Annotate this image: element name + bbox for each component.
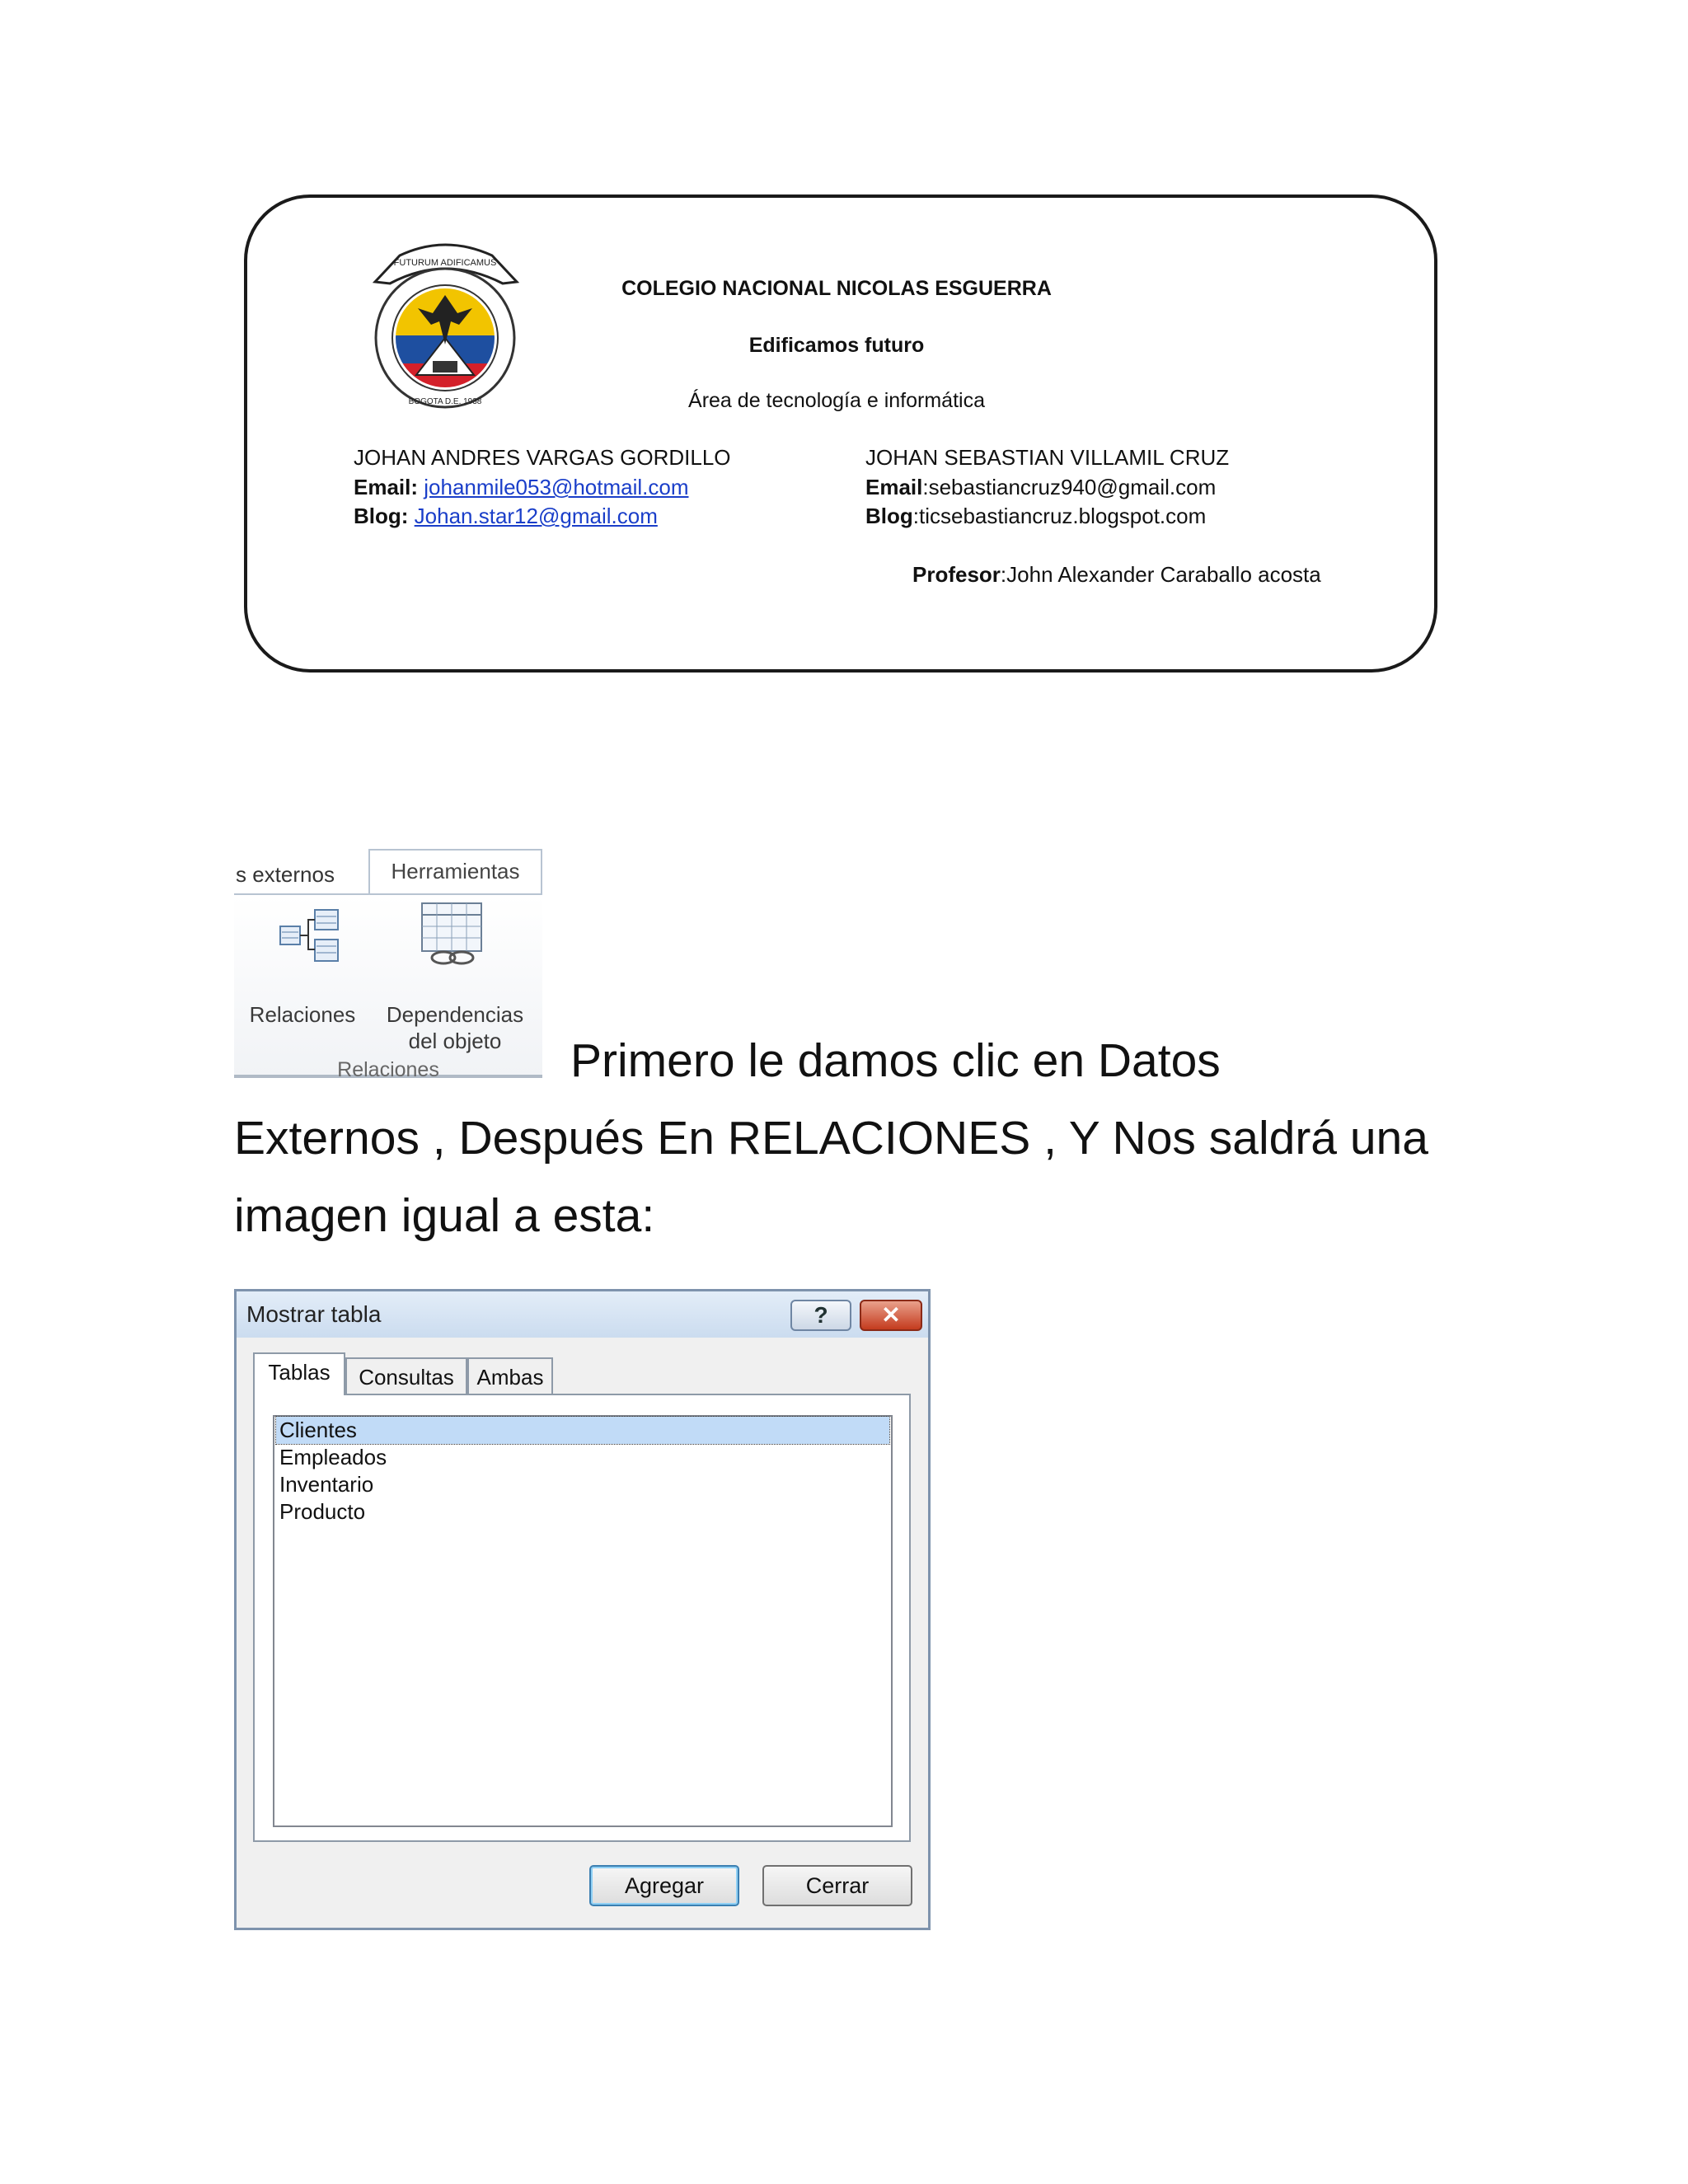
dependencias-button[interactable] xyxy=(371,895,539,1057)
relationships-icon xyxy=(277,907,343,966)
school-name: COLEGIO NACIONAL NICOLAS ESGUERRA xyxy=(621,277,1052,300)
help-icon: ? xyxy=(814,1302,828,1328)
teacher-name: :John Alexander Caraballo acosta xyxy=(1000,562,1321,587)
agregar-button[interactable]: Agregar xyxy=(589,1865,739,1906)
ribbon-body xyxy=(234,893,542,1081)
relaciones-label: Relaciones xyxy=(249,1002,356,1027)
school-logo xyxy=(367,239,523,412)
paragraph-line-1: Primero le damos clic en Datos xyxy=(570,1034,1221,1087)
student2-blog: :ticsebastiancruz.blogspot.com xyxy=(912,504,1207,528)
paragraph-line-2: Externos , Después En RELACIONES , Y Nos saldrá una xyxy=(234,1112,1428,1165)
list-item[interactable]: Empleados xyxy=(279,1445,387,1469)
close-icon: ✕ xyxy=(881,1302,901,1328)
ribbon-snippet xyxy=(234,849,542,1081)
student2-email-label: Email xyxy=(865,475,923,499)
tab-ambas[interactable]: Ambas xyxy=(467,1357,553,1395)
list-item[interactable]: Clientes xyxy=(276,1417,889,1444)
dialog-title[interactable]: Mostrar tabla xyxy=(237,1291,928,1338)
object-dependencies-icon xyxy=(419,900,488,969)
logo-banner-text: FUTURUM ADIFICAMUS xyxy=(393,258,497,268)
teacher-row xyxy=(912,562,1321,588)
student2-name: JOHAN SEBASTIAN VILLAMIL CRUZ xyxy=(865,445,1230,470)
student2-blog-row xyxy=(865,504,1206,529)
relaciones-button[interactable] xyxy=(241,895,364,1047)
ribbon-group-relaciones: Relaciones xyxy=(337,1058,439,1081)
list-item[interactable]: Producto xyxy=(279,1499,366,1524)
student1-blog-row xyxy=(354,504,658,529)
tab-datos-externos[interactable]: s externos xyxy=(236,862,335,887)
tab-herramientas[interactable]: Herramientas xyxy=(368,849,542,895)
tab-panel-tablas xyxy=(253,1394,911,1842)
student2-email-row xyxy=(865,475,1216,500)
school-motto: Edificamos futuro xyxy=(748,334,925,357)
student2-blog-label: Blog xyxy=(865,504,913,528)
student1-name: JOHAN ANDRES VARGAS GORDILLO xyxy=(354,445,731,470)
tab-tablas[interactable]: Tablas xyxy=(253,1352,345,1395)
student1-blog-label: Blog: xyxy=(354,504,409,528)
list-item[interactable]: Inventario xyxy=(279,1472,374,1497)
cerrar-button[interactable]: Cerrar xyxy=(762,1865,912,1906)
area-label: Área de tecnología e informática xyxy=(688,389,985,412)
student1-email-label: Email: xyxy=(354,475,419,499)
mostrar-tabla-dialog xyxy=(234,1289,931,1930)
logo-bottom-text: BOGOTA D.E. 1938 xyxy=(408,397,482,406)
dependencias-label-1: Dependencias xyxy=(386,1002,524,1027)
paragraph-line-3: imagen igual a esta: xyxy=(234,1189,655,1242)
help-button[interactable] xyxy=(790,1300,851,1331)
dependencias-label-2: del objeto xyxy=(408,1029,502,1053)
ribbon-tabbar xyxy=(234,849,542,895)
student2-email: :sebastiancruz940@gmail.com xyxy=(922,475,1217,499)
teacher-label: Profesor xyxy=(912,562,1001,587)
student1-email-link[interactable]: johanmile053@hotmail.com xyxy=(424,475,689,499)
close-window-button[interactable] xyxy=(860,1300,922,1331)
tab-consultas[interactable]: Consultas xyxy=(345,1357,467,1395)
student1-blog-link[interactable]: Johan.star12@gmail.com xyxy=(414,504,658,528)
tables-listbox[interactable] xyxy=(273,1415,893,1827)
student1-email-row xyxy=(354,475,688,500)
